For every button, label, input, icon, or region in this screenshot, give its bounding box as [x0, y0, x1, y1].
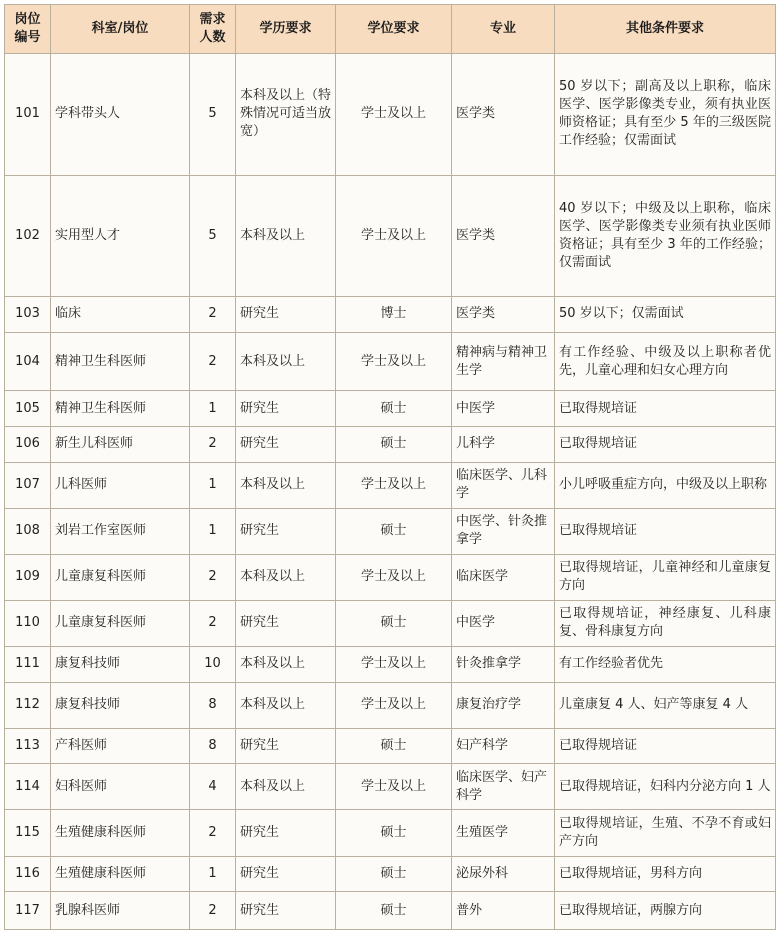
cell-dept: 康复科技师	[51, 647, 190, 683]
cell-edu: 研究生	[236, 508, 336, 554]
cell-dept: 儿童康复科医师	[51, 554, 190, 600]
header-major: 专业	[452, 5, 555, 54]
cell-dept: 实用型人才	[51, 175, 190, 297]
cell-id: 102	[5, 175, 51, 297]
cell-dept: 临床	[51, 297, 190, 333]
cell-count: 5	[190, 175, 236, 297]
cell-dept: 儿科医师	[51, 462, 190, 508]
cell-dept: 产科医师	[51, 728, 190, 764]
cell-degree: 学士及以上	[336, 647, 452, 683]
cell-other: 有工作经验、中级及以上职称者优先，儿童心理和妇女心理方向	[555, 332, 776, 391]
recruitment-table	[4, 4, 776, 930]
cell-count: 8	[190, 682, 236, 728]
cell-count: 2	[190, 810, 236, 856]
cell-other: 小儿呼吸重症方向，中级及以上职称	[555, 462, 776, 508]
cell-major: 临床医学	[452, 554, 555, 600]
cell-other: 已取得规培证，生殖、不孕不育或妇产方向	[555, 810, 776, 856]
cell-dept: 妇科医师	[51, 764, 190, 810]
cell-other: 已取得规培证，妇科内分泌方向 1 人	[555, 764, 776, 810]
recruitment-table-container	[4, 4, 775, 930]
cell-dept: 刘岩工作室医师	[51, 508, 190, 554]
cell-degree: 学士及以上	[336, 554, 452, 600]
cell-id: 113	[5, 728, 51, 764]
cell-edu: 研究生	[236, 810, 336, 856]
cell-id: 101	[5, 54, 51, 176]
cell-degree: 硕士	[336, 427, 452, 463]
cell-degree: 学士及以上	[336, 175, 452, 297]
cell-edu: 研究生	[236, 892, 336, 930]
table-row	[5, 508, 776, 554]
cell-other: 已取得规培证	[555, 427, 776, 463]
cell-major: 医学类	[452, 54, 555, 176]
cell-degree: 硕士	[336, 810, 452, 856]
cell-major: 中医学	[452, 391, 555, 427]
cell-count: 1	[190, 508, 236, 554]
cell-edu: 本科及以上	[236, 175, 336, 297]
cell-id: 115	[5, 810, 51, 856]
cell-count: 10	[190, 647, 236, 683]
cell-count: 8	[190, 728, 236, 764]
cell-other: 儿童康复 4 人、妇产等康复 4 人	[555, 682, 776, 728]
header-count: 需求人数	[190, 5, 236, 54]
table-row	[5, 810, 776, 856]
table-row	[5, 332, 776, 391]
cell-dept: 生殖健康科医师	[51, 810, 190, 856]
cell-count: 2	[190, 297, 236, 333]
cell-degree: 硕士	[336, 856, 452, 892]
cell-major: 中医学	[452, 600, 555, 646]
cell-id: 105	[5, 391, 51, 427]
cell-degree: 硕士	[336, 892, 452, 930]
cell-major: 临床医学、妇产科学	[452, 764, 555, 810]
cell-count: 2	[190, 332, 236, 391]
header-dept: 科室/岗位	[51, 5, 190, 54]
cell-count: 2	[190, 554, 236, 600]
table-row	[5, 728, 776, 764]
cell-count: 4	[190, 764, 236, 810]
cell-id: 109	[5, 554, 51, 600]
cell-major: 康复治疗学	[452, 682, 555, 728]
cell-edu: 研究生	[236, 856, 336, 892]
table-row	[5, 54, 776, 176]
cell-edu: 本科及以上（特殊情况可适当放宽）	[236, 54, 336, 176]
cell-edu: 本科及以上	[236, 764, 336, 810]
cell-other: 50 岁以下；仅需面试	[555, 297, 776, 333]
cell-degree: 学士及以上	[336, 764, 452, 810]
table-row	[5, 391, 776, 427]
cell-degree: 硕士	[336, 728, 452, 764]
cell-edu: 研究生	[236, 391, 336, 427]
cell-other: 已取得规培证，儿童神经和儿童康复方向	[555, 554, 776, 600]
cell-major: 妇产科学	[452, 728, 555, 764]
cell-major: 医学类	[452, 297, 555, 333]
cell-degree: 学士及以上	[336, 682, 452, 728]
cell-id: 110	[5, 600, 51, 646]
cell-other: 40 岁以下；中级及以上职称，临床医学、医学影像类专业须有执业医师资格证；具有至少 3 年的工作经验；仅需面试	[555, 175, 776, 297]
table-row	[5, 175, 776, 297]
cell-edu: 本科及以上	[236, 682, 336, 728]
cell-major: 医学类	[452, 175, 555, 297]
cell-other: 已取得规培证	[555, 391, 776, 427]
cell-major: 针灸推拿学	[452, 647, 555, 683]
cell-degree: 学士及以上	[336, 332, 452, 391]
cell-dept: 康复科技师	[51, 682, 190, 728]
cell-id: 107	[5, 462, 51, 508]
cell-id: 114	[5, 764, 51, 810]
table-row	[5, 856, 776, 892]
cell-degree: 硕士	[336, 600, 452, 646]
cell-id: 106	[5, 427, 51, 463]
cell-dept: 学科带头人	[51, 54, 190, 176]
cell-dept: 生殖健康科医师	[51, 856, 190, 892]
table-row	[5, 682, 776, 728]
cell-dept: 精神卫生科医师	[51, 332, 190, 391]
cell-degree: 学士及以上	[336, 462, 452, 508]
header-row	[5, 5, 776, 54]
cell-edu: 本科及以上	[236, 462, 336, 508]
cell-dept: 精神卫生科医师	[51, 391, 190, 427]
table-row	[5, 427, 776, 463]
cell-id: 103	[5, 297, 51, 333]
cell-count: 2	[190, 600, 236, 646]
cell-other: 已取得规培证	[555, 508, 776, 554]
cell-count: 1	[190, 391, 236, 427]
cell-edu: 本科及以上	[236, 332, 336, 391]
cell-major: 中医学、针灸推拿学	[452, 508, 555, 554]
cell-id: 104	[5, 332, 51, 391]
cell-other: 有工作经验者优先	[555, 647, 776, 683]
cell-degree: 博士	[336, 297, 452, 333]
table-row	[5, 892, 776, 930]
cell-count: 5	[190, 54, 236, 176]
header-degree: 学位要求	[336, 5, 452, 54]
cell-edu: 研究生	[236, 728, 336, 764]
cell-count: 1	[190, 856, 236, 892]
cell-degree: 硕士	[336, 508, 452, 554]
table-row	[5, 764, 776, 810]
cell-edu: 研究生	[236, 600, 336, 646]
cell-edu: 本科及以上	[236, 554, 336, 600]
cell-count: 2	[190, 892, 236, 930]
cell-other: 已取得规培证，两腺方向	[555, 892, 776, 930]
table-row	[5, 297, 776, 333]
cell-major: 精神病与精神卫生学	[452, 332, 555, 391]
cell-id: 117	[5, 892, 51, 930]
cell-other: 已取得规培证，男科方向	[555, 856, 776, 892]
cell-id: 108	[5, 508, 51, 554]
cell-major: 普外	[452, 892, 555, 930]
cell-other: 50 岁以下；副高及以上职称，临床医学、医学影像类专业，须有执业医师资格证；具有至少 5 年的三级医院工作经验；仅需面试	[555, 54, 776, 176]
table-row	[5, 554, 776, 600]
cell-major: 临床医学、儿科学	[452, 462, 555, 508]
cell-major: 泌尿外科	[452, 856, 555, 892]
cell-other: 已取得规培证	[555, 728, 776, 764]
header-other: 其他条件要求	[555, 5, 776, 54]
cell-id: 111	[5, 647, 51, 683]
cell-major: 儿科学	[452, 427, 555, 463]
cell-dept: 新生儿科医师	[51, 427, 190, 463]
cell-count: 1	[190, 462, 236, 508]
cell-edu: 本科及以上	[236, 647, 336, 683]
cell-major: 生殖医学	[452, 810, 555, 856]
cell-count: 2	[190, 427, 236, 463]
table-row	[5, 600, 776, 646]
cell-dept: 儿童康复科医师	[51, 600, 190, 646]
table-row	[5, 647, 776, 683]
header-edu: 学历要求	[236, 5, 336, 54]
cell-edu: 研究生	[236, 427, 336, 463]
cell-other: 已取得规培证，神经康复、儿科康复、骨科康复方向	[555, 600, 776, 646]
table-row	[5, 462, 776, 508]
cell-degree: 学士及以上	[336, 54, 452, 176]
header-id: 岗位编号	[5, 5, 51, 54]
cell-id: 112	[5, 682, 51, 728]
cell-id: 116	[5, 856, 51, 892]
cell-dept: 乳腺科医师	[51, 892, 190, 930]
cell-degree: 硕士	[336, 391, 452, 427]
cell-edu: 研究生	[236, 297, 336, 333]
